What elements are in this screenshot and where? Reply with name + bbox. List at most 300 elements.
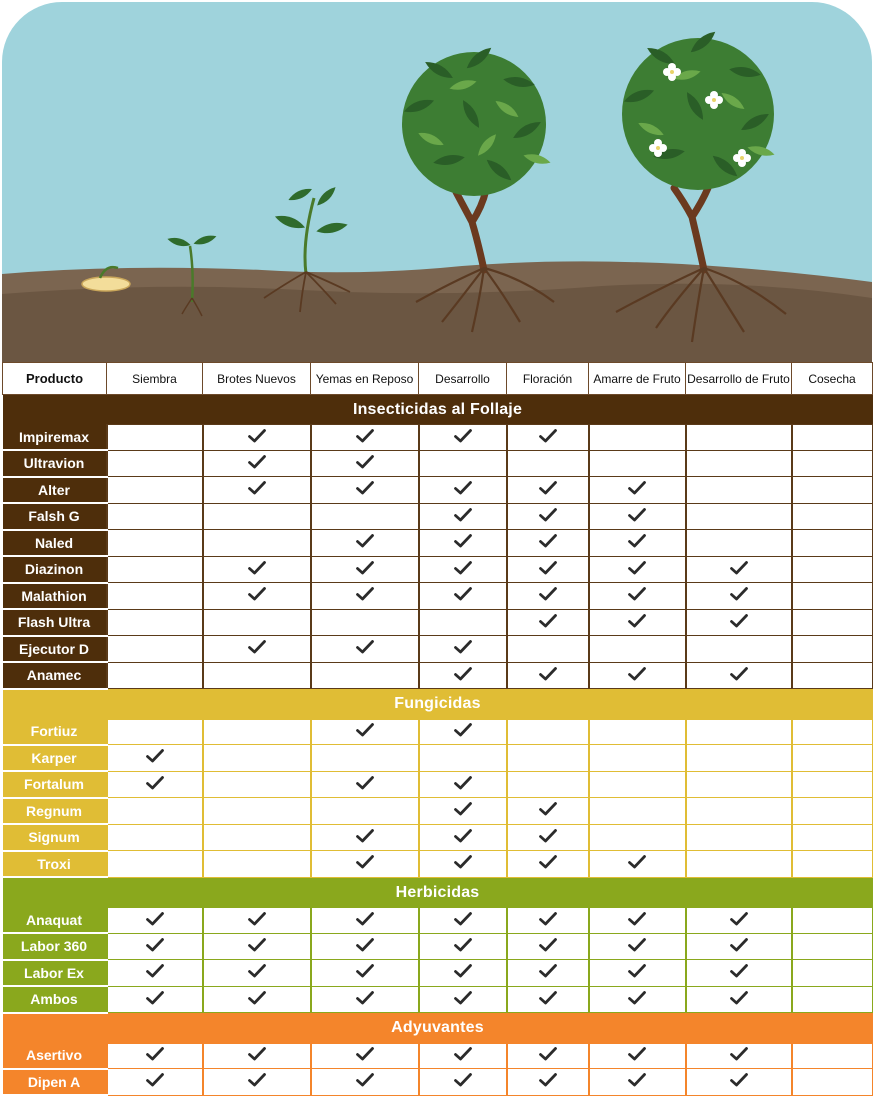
check-icon	[730, 964, 748, 978]
check-icon	[539, 587, 557, 601]
check-icon	[539, 938, 557, 952]
cell-checked	[507, 908, 589, 934]
check-icon	[454, 667, 472, 681]
check-icon	[356, 429, 374, 443]
cell-checked	[589, 477, 686, 504]
cell-checked	[686, 960, 792, 987]
cell-empty	[203, 851, 311, 878]
cell-checked	[686, 662, 792, 689]
check-icon	[356, 829, 374, 843]
cell-checked	[419, 556, 507, 583]
cell-empty	[107, 556, 203, 583]
cell-empty	[507, 450, 589, 477]
check-icon	[454, 964, 472, 978]
cell-empty	[792, 477, 873, 504]
header-stage: Floración	[507, 363, 589, 395]
product-name: Fortiuz	[3, 719, 107, 745]
product-name: Ultravion	[3, 450, 107, 477]
check-icon	[248, 640, 266, 654]
cell-empty	[589, 425, 686, 451]
check-icon	[454, 587, 472, 601]
cell-empty	[686, 636, 792, 663]
cell-empty	[792, 636, 873, 663]
cell-empty	[203, 745, 311, 772]
cell-empty	[107, 824, 203, 851]
cell-checked	[507, 583, 589, 610]
check-icon	[730, 938, 748, 952]
category-row	[3, 877, 873, 908]
table-row	[3, 933, 873, 960]
cell-empty	[792, 719, 873, 745]
cell-checked	[419, 798, 507, 825]
cell-checked	[311, 851, 419, 878]
cell-checked	[311, 1069, 419, 1096]
cell-checked	[589, 662, 686, 689]
check-icon	[628, 614, 646, 628]
cell-checked	[686, 1069, 792, 1096]
cell-empty	[419, 450, 507, 477]
cell-checked	[589, 583, 686, 610]
check-icon	[356, 455, 374, 469]
cell-empty	[686, 824, 792, 851]
table-row	[3, 556, 873, 583]
cell-checked	[419, 824, 507, 851]
header-stage: Desarrollo de Fruto	[686, 363, 792, 395]
cell-empty	[107, 609, 203, 636]
product-name: Labor 360	[3, 933, 107, 960]
cell-empty	[203, 824, 311, 851]
cell-checked	[107, 986, 203, 1013]
table-row	[3, 503, 873, 530]
product-name: Asertivo	[3, 1043, 107, 1069]
check-icon	[356, 1073, 374, 1087]
check-icon	[730, 614, 748, 628]
check-icon	[356, 964, 374, 978]
cell-checked	[507, 556, 589, 583]
cell-checked	[203, 1069, 311, 1096]
cell-checked	[203, 556, 311, 583]
cell-checked	[419, 719, 507, 745]
check-icon	[628, 508, 646, 522]
cell-checked	[311, 824, 419, 851]
cell-empty	[792, 824, 873, 851]
cell-checked	[589, 1043, 686, 1069]
cell-checked	[107, 771, 203, 798]
cell-empty	[311, 662, 419, 689]
cell-checked	[419, 771, 507, 798]
cell-checked	[203, 908, 311, 934]
cell-empty	[311, 609, 419, 636]
check-icon	[628, 534, 646, 548]
check-icon	[539, 667, 557, 681]
cell-empty	[507, 771, 589, 798]
cell-empty	[686, 798, 792, 825]
header-stage: Siembra	[107, 363, 203, 395]
cell-checked	[419, 1043, 507, 1069]
product-name: Anamec	[3, 662, 107, 689]
check-icon	[454, 640, 472, 654]
check-icon	[454, 429, 472, 443]
check-icon	[628, 964, 646, 978]
table-row	[3, 960, 873, 987]
check-icon	[628, 561, 646, 575]
check-icon	[454, 912, 472, 926]
header-stage: Brotes Nuevos	[203, 363, 311, 395]
check-icon	[248, 964, 266, 978]
cell-checked	[507, 609, 589, 636]
cell-checked	[419, 530, 507, 557]
cell-empty	[107, 425, 203, 451]
cell-empty	[792, 662, 873, 689]
cell-empty	[686, 425, 792, 451]
table-row	[3, 636, 873, 663]
table-row	[3, 798, 873, 825]
cell-empty	[792, 450, 873, 477]
cell-checked	[419, 851, 507, 878]
cell-checked	[507, 477, 589, 504]
cell-checked	[589, 609, 686, 636]
cell-empty	[203, 662, 311, 689]
check-icon	[539, 802, 557, 816]
cell-checked	[686, 908, 792, 934]
table-row	[3, 908, 873, 934]
check-icon	[628, 587, 646, 601]
cell-checked	[589, 1069, 686, 1096]
cell-empty	[686, 450, 792, 477]
cell-empty	[203, 609, 311, 636]
table-row	[3, 530, 873, 557]
cell-empty	[686, 503, 792, 530]
cell-checked	[419, 477, 507, 504]
table-row	[3, 425, 873, 451]
check-icon	[454, 1073, 472, 1087]
check-icon	[356, 587, 374, 601]
cell-empty	[589, 771, 686, 798]
cell-checked	[507, 503, 589, 530]
product-name: Regnum	[3, 798, 107, 825]
check-icon	[730, 1073, 748, 1087]
table-row	[3, 583, 873, 610]
check-icon	[146, 1073, 164, 1087]
cell-checked	[686, 609, 792, 636]
cell-checked	[507, 1043, 589, 1069]
check-icon	[539, 508, 557, 522]
cell-checked	[107, 933, 203, 960]
check-icon	[539, 964, 557, 978]
cell-empty	[107, 583, 203, 610]
cell-checked	[107, 1069, 203, 1096]
cell-checked	[507, 960, 589, 987]
cell-empty	[792, 771, 873, 798]
cell-empty	[792, 503, 873, 530]
table-row	[3, 771, 873, 798]
cell-empty	[686, 771, 792, 798]
check-icon	[454, 829, 472, 843]
check-icon	[730, 667, 748, 681]
check-icon	[356, 534, 374, 548]
check-icon	[539, 991, 557, 1005]
check-icon	[628, 667, 646, 681]
check-icon	[628, 1047, 646, 1061]
cell-checked	[507, 933, 589, 960]
cell-checked	[589, 908, 686, 934]
category-row	[3, 1013, 873, 1044]
cell-checked	[507, 798, 589, 825]
cell-checked	[507, 425, 589, 451]
check-icon	[454, 723, 472, 737]
cell-checked	[203, 477, 311, 504]
check-icon	[356, 912, 374, 926]
check-icon	[356, 855, 374, 869]
cell-empty	[792, 933, 873, 960]
product-name: Alter	[3, 477, 107, 504]
product-name: Anaquat	[3, 908, 107, 934]
cell-empty	[792, 609, 873, 636]
cell-empty	[686, 477, 792, 504]
cell-empty	[107, 662, 203, 689]
check-icon	[356, 640, 374, 654]
cell-checked	[107, 960, 203, 987]
cell-checked	[507, 851, 589, 878]
table-row	[3, 719, 873, 745]
product-name: Signum	[3, 824, 107, 851]
cell-empty	[203, 503, 311, 530]
check-icon	[628, 912, 646, 926]
cell-empty	[311, 745, 419, 772]
check-icon	[146, 749, 164, 763]
cell-checked	[311, 771, 419, 798]
cell-empty	[107, 798, 203, 825]
cell-checked	[419, 960, 507, 987]
table-row	[3, 477, 873, 504]
product-name: Malathion	[3, 583, 107, 610]
cell-empty	[589, 824, 686, 851]
cell-empty	[107, 719, 203, 745]
category-row	[3, 395, 873, 425]
category-title: Herbicidas	[3, 877, 873, 908]
cell-checked	[311, 636, 419, 663]
product-name: Karper	[3, 745, 107, 772]
cell-empty	[107, 851, 203, 878]
cell-empty	[203, 719, 311, 745]
cell-empty	[792, 1043, 873, 1069]
cell-checked	[203, 636, 311, 663]
product-name: Impiremax	[3, 425, 107, 451]
cell-empty	[792, 908, 873, 934]
cell-checked	[507, 986, 589, 1013]
product-stage-table	[2, 362, 873, 1096]
cell-checked	[686, 556, 792, 583]
cell-empty	[686, 851, 792, 878]
cell-checked	[203, 1043, 311, 1069]
check-icon	[356, 1047, 374, 1061]
check-icon	[539, 855, 557, 869]
cell-empty	[311, 503, 419, 530]
product-name: Naled	[3, 530, 107, 557]
cell-checked	[419, 908, 507, 934]
check-icon	[146, 776, 164, 790]
check-icon	[628, 938, 646, 952]
check-icon	[539, 429, 557, 443]
cell-checked	[311, 933, 419, 960]
cell-checked	[311, 1043, 419, 1069]
cell-checked	[311, 719, 419, 745]
table-row	[3, 745, 873, 772]
table-row	[3, 824, 873, 851]
header-stage: Yemas en Reposo	[311, 363, 419, 395]
check-icon	[454, 855, 472, 869]
cell-empty	[107, 503, 203, 530]
cell-empty	[792, 960, 873, 987]
cell-checked	[203, 583, 311, 610]
cell-empty	[107, 530, 203, 557]
cell-empty	[686, 530, 792, 557]
header-stage: Amarre de Fruto	[589, 363, 686, 395]
cell-checked	[311, 960, 419, 987]
check-icon	[539, 912, 557, 926]
header-stage: Desarrollo	[419, 363, 507, 395]
product-name: Flash Ultra	[3, 609, 107, 636]
cell-checked	[686, 933, 792, 960]
check-icon	[248, 938, 266, 952]
cell-checked	[311, 556, 419, 583]
header-stage: Cosecha	[792, 363, 873, 395]
check-icon	[628, 1073, 646, 1087]
cell-empty	[792, 1069, 873, 1096]
product-name: Fortalum	[3, 771, 107, 798]
header-row	[3, 363, 873, 395]
check-icon	[146, 1047, 164, 1061]
cell-checked	[203, 933, 311, 960]
check-icon	[248, 561, 266, 575]
check-icon	[146, 991, 164, 1005]
check-icon	[539, 1073, 557, 1087]
product-name: Troxi	[3, 851, 107, 878]
cell-empty	[107, 477, 203, 504]
cell-empty	[311, 798, 419, 825]
check-icon	[248, 481, 266, 495]
cell-empty	[589, 798, 686, 825]
cell-empty	[507, 745, 589, 772]
cell-empty	[419, 745, 507, 772]
cell-empty	[589, 719, 686, 745]
check-icon	[730, 587, 748, 601]
check-icon	[730, 561, 748, 575]
check-icon	[248, 1047, 266, 1061]
check-icon	[248, 455, 266, 469]
category-title: Insecticidas al Follaje	[3, 395, 873, 425]
check-icon	[539, 829, 557, 843]
cell-empty	[792, 798, 873, 825]
cell-checked	[686, 583, 792, 610]
check-icon	[248, 587, 266, 601]
cell-checked	[107, 1043, 203, 1069]
check-icon	[539, 561, 557, 575]
check-icon	[539, 614, 557, 628]
check-icon	[454, 802, 472, 816]
check-icon	[730, 912, 748, 926]
table-row	[3, 662, 873, 689]
cell-checked	[203, 425, 311, 451]
check-icon	[539, 481, 557, 495]
cell-checked	[589, 503, 686, 530]
check-icon	[248, 991, 266, 1005]
table-row	[3, 450, 873, 477]
cell-checked	[311, 425, 419, 451]
check-icon	[730, 991, 748, 1005]
cell-checked	[419, 1069, 507, 1096]
cell-checked	[419, 986, 507, 1013]
cell-checked	[589, 851, 686, 878]
cell-checked	[589, 556, 686, 583]
category-row	[3, 689, 873, 720]
cell-empty	[203, 530, 311, 557]
cell-empty	[792, 425, 873, 451]
cell-empty	[792, 530, 873, 557]
check-icon	[454, 508, 472, 522]
check-icon	[356, 723, 374, 737]
check-icon	[454, 938, 472, 952]
cell-checked	[203, 986, 311, 1013]
cell-checked	[507, 1069, 589, 1096]
cell-empty	[686, 719, 792, 745]
cell-empty	[419, 609, 507, 636]
check-icon	[454, 1047, 472, 1061]
cell-checked	[107, 745, 203, 772]
check-icon	[356, 481, 374, 495]
cell-empty	[792, 986, 873, 1013]
product-name: Labor Ex	[3, 960, 107, 987]
category-title: Fungicidas	[3, 689, 873, 720]
cell-checked	[419, 425, 507, 451]
check-icon	[454, 561, 472, 575]
cell-checked	[507, 530, 589, 557]
check-icon	[628, 991, 646, 1005]
cell-empty	[792, 851, 873, 878]
cell-checked	[311, 583, 419, 610]
product-name: Ejecutor D	[3, 636, 107, 663]
product-name: Diazinon	[3, 556, 107, 583]
check-icon	[356, 991, 374, 1005]
cell-checked	[589, 986, 686, 1013]
check-icon	[454, 481, 472, 495]
cell-checked	[311, 450, 419, 477]
table-row	[3, 986, 873, 1013]
cell-empty	[589, 745, 686, 772]
check-icon	[628, 481, 646, 495]
table-body	[3, 395, 873, 1096]
table-row	[3, 851, 873, 878]
product-name: Dipen A	[3, 1069, 107, 1096]
growth-stage-illustration	[2, 2, 872, 364]
check-icon	[356, 561, 374, 575]
product-name: Falsh G	[3, 503, 107, 530]
check-icon	[454, 991, 472, 1005]
cell-checked	[507, 824, 589, 851]
check-icon	[628, 855, 646, 869]
cell-empty	[792, 745, 873, 772]
cell-empty	[589, 450, 686, 477]
check-icon	[146, 964, 164, 978]
cell-checked	[686, 986, 792, 1013]
cell-checked	[311, 477, 419, 504]
cell-checked	[203, 960, 311, 987]
cell-checked	[419, 933, 507, 960]
check-icon	[539, 534, 557, 548]
cell-checked	[203, 450, 311, 477]
check-icon	[146, 912, 164, 926]
check-icon	[248, 1073, 266, 1087]
